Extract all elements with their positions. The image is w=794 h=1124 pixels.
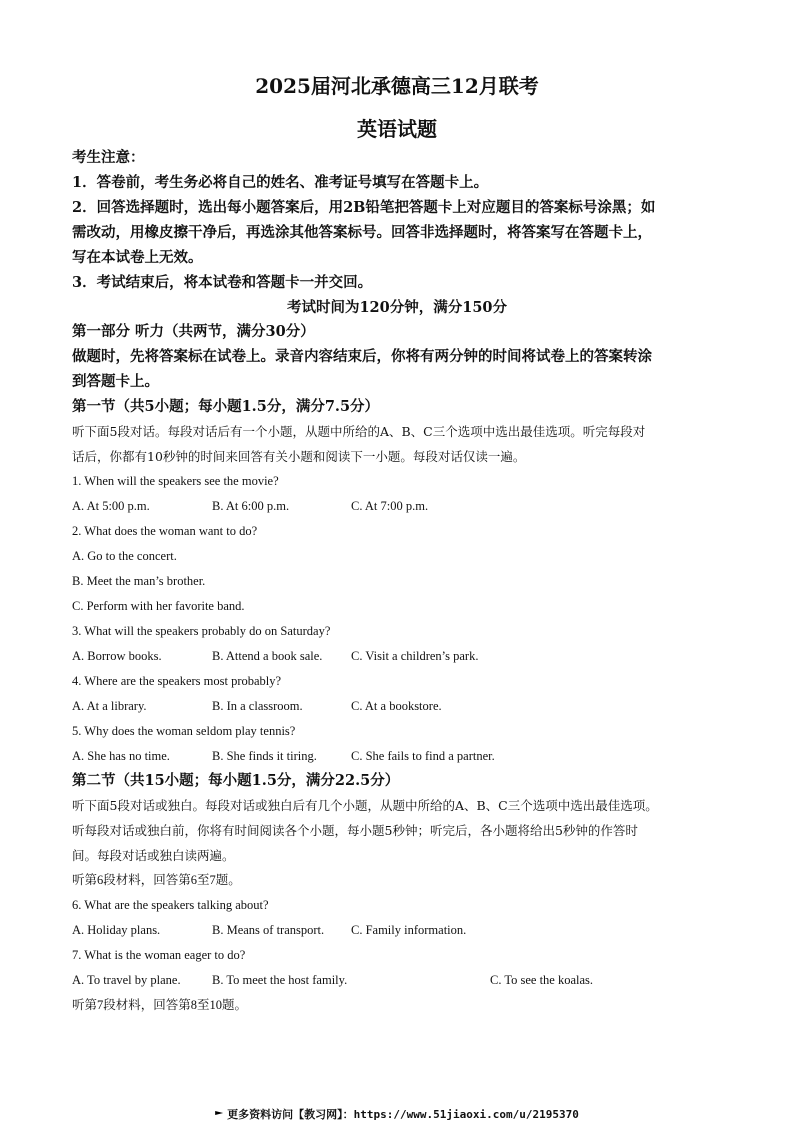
question-2: 2. What does the woman want to do? (72, 524, 258, 538)
question-6-options (72, 918, 722, 943)
question-7-options (72, 968, 722, 993)
option-a: A. Holiday plans. (72, 923, 161, 937)
footer-link[interactable] (0, 1106, 794, 1122)
section2-instruction (72, 793, 722, 868)
notice-item-2-line: 需改动，用橡皮擦干净后，再选涂其他答案标号。回答非选择题时，将答案写在答题卡上， (72, 224, 652, 241)
section1-instruction-line: 听下面5段对话。每段对话后有一个小题，从题中所给的A、B、C三个选项中选出最佳选项。听完每段对 (72, 424, 646, 439)
option-a: A. Borrow books. (72, 649, 162, 663)
notice-item-2 (72, 195, 722, 270)
option-b: B. She finds it tiring. (212, 749, 317, 763)
option-c: C. Family information. (351, 923, 467, 937)
part1-heading: 第一部分 听力（共两节，满分30分） (72, 323, 315, 340)
notice-item-3: 3．考试结束后，将本试卷和答题卡一并交回。 (72, 274, 373, 291)
option-c: C. At 7:00 p.m. (351, 499, 429, 513)
option-a: A. To travel by plane. (72, 973, 181, 987)
notice-item-1: 1．答卷前，考生务必将自己的姓名、准考证号填写在答题卡上。 (72, 174, 489, 191)
material-6-note: 听第6段材料，回答第6至7题。 (72, 873, 241, 887)
option-b: B. In a classroom. (212, 699, 303, 713)
option-c: C. She fails to find a partner. (351, 749, 495, 763)
option-a: A. She has no time. (72, 749, 170, 763)
option-b: B. To meet the host family. (212, 973, 348, 987)
exam-subtitle: 英语试题 (357, 117, 437, 141)
option-b: B. Means of transport. (212, 923, 325, 937)
question-4-options (72, 694, 722, 719)
section1-instruction-line: 话后，你都有10秒钟的时间来回答有关小题和阅读下一小题。每段对话仅读一遍。 (72, 449, 526, 464)
question-5-options (72, 744, 722, 769)
question-1: 1. When will the speakers see the movie? (72, 474, 279, 488)
notice-heading: 考生注意： (72, 149, 145, 166)
part1-instruction-line: 做题时，先将答案标在试卷上。录音内容结束后，你将有两分钟的时间将试卷上的答案转涂 (72, 348, 652, 365)
part1-instruction (72, 344, 722, 394)
question-7: 7. What is the woman eager to do? (72, 948, 246, 962)
section1-heading: 第一节（共5小题；每小题1.5分，满分7.5分） (72, 398, 380, 415)
flag-icon (215, 1111, 223, 1119)
notice-item-2-line: 2．回答选择题时，选出每小题答案后，用2B铅笔把答题卡上对应题目的答案标号涂黑；如 (72, 199, 656, 216)
question-6: 6. What are the speakers talking about? (72, 898, 269, 912)
option-a: A. Go to the concert. (72, 549, 177, 563)
section2-heading: 第二节（共15小题；每小题1.5分，满分22.5分） (72, 772, 400, 789)
option-b: B. At 6:00 p.m. (212, 499, 290, 513)
notice-item-2-line: 写在本试卷上无效。 (72, 249, 203, 266)
section2-instruction-line: 间。每段对话或独白读两遍。 (72, 848, 235, 863)
section2-instruction-line: 听每段对话或独白前，你将有时间阅读各个小题，每小题5秒钟；听完后，各小题将给出5秒钟的作答时 (72, 823, 638, 838)
option-a: A. At a library. (72, 699, 147, 713)
option-a: A. At 5:00 p.m. (72, 499, 150, 513)
exam-title: 2025届河北承德高三12月联考 (255, 74, 539, 98)
question-3: 3. What will the speakers probably do on Saturday? (72, 624, 331, 638)
option-c: C. Visit a children’s park. (351, 649, 479, 663)
option-c: C. To see the koalas. (490, 973, 594, 987)
question-3-options (72, 644, 722, 669)
exam-time-info: 考试时间为120分钟，满分150分 (286, 299, 508, 316)
question-1-options (72, 494, 722, 519)
option-b: B. Meet the man’s brother. (72, 574, 206, 588)
section1-instruction (72, 419, 722, 469)
footer-text[interactable]: 更多资料访问【教习网】：https://www.51jiaoxi.com/u/2195370 (227, 1108, 579, 1121)
question-5: 5. Why does the woman seldom play tennis? (72, 724, 296, 738)
section2-instruction-line: 听下面5段对话或独白。每段对话或独白后有几个小题，从题中所给的A、B、C三个选项中选出最佳选项。 (72, 798, 658, 813)
part1-instruction-line: 到答题卡上。 (72, 373, 159, 390)
material-7-note: 听第7段材料，回答第8至10题。 (72, 998, 248, 1012)
question-4: 4. Where are the speakers most probably? (72, 674, 282, 688)
option-b: B. Attend a book sale. (212, 649, 323, 663)
option-c: C. Perform with her favorite band. (72, 599, 245, 613)
option-c: C. At a bookstore. (351, 699, 442, 713)
